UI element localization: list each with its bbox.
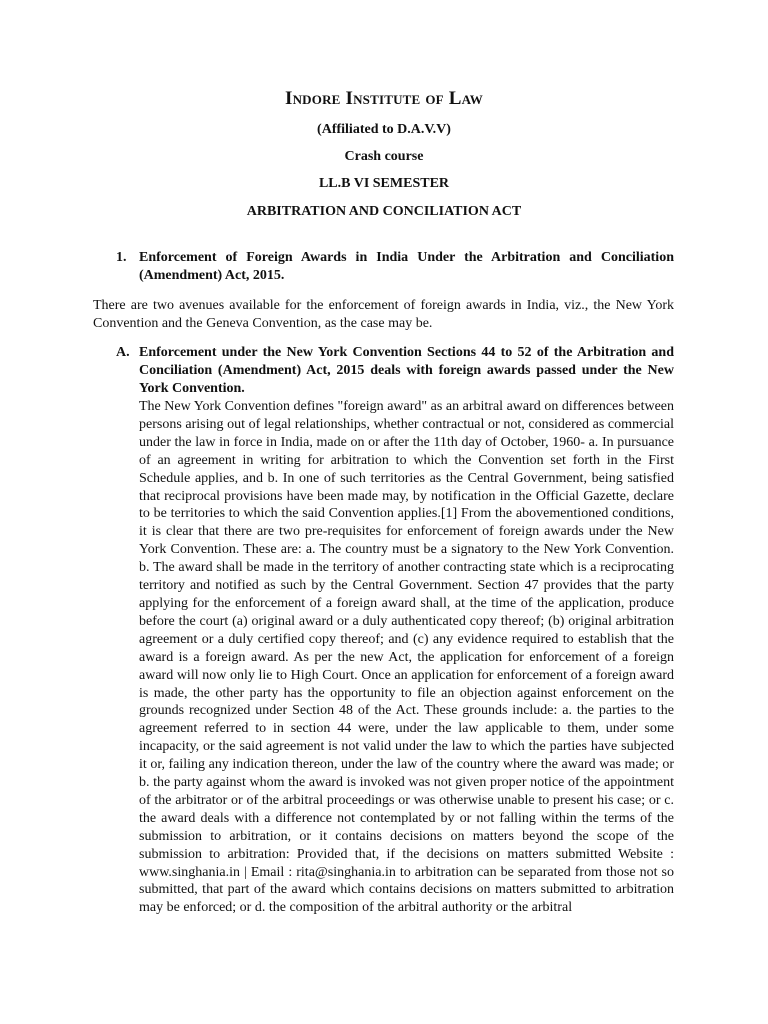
section-1-number: 1. <box>116 250 127 265</box>
semester-line: LL.B VI SEMESTER <box>318 176 450 191</box>
subject-title: ARBITRATION AND CONCILIATION ACT <box>246 204 522 219</box>
section-a-heading: Enforcement under the New York Convention Sections 44 to 52 of the Arbitration and Conciliation (Amendment) Act, 2015 deals with foreign awards passed under the New York Convention. <box>139 345 674 396</box>
section-a-body: The New York Convention defines "foreign award" as an arbitral award on differences between persons arising out of legal relationships, whether contractual or not, considered as commercial under the law in force in India, made on or after the 11th day of October, 1960- a. In pursuance of an agreement in writing for arbitration to which the Convention set forth in the First Schedule applies, and b. In one of such territories as the Central Government, being satisfied that reciprocal provisions have been made may, by notification in the Official Gazette, declare to be territories to which the said Convention applies.[1] From the abovementioned conditions, it is clear that there are two pre-requisites for enforcement of foreign awards under the New York Convention. These are: a. The country must be a signatory to the New York Convention. b. The award shall be made in the territory of another contracting state which is a reciprocating territory and notified as such by the Central Government. Section 47 provides that the party applying for the enforcement of a foreign award shall, at the time of the application, produce before the court (a) original award or a duly authenticated copy thereof; (b) original arbitration agreement or a duly certified copy thereof; and (c) any evidence required to establish that the award is a foreign award. As per the new Act, the application for enforcement of a foreign award will now only lie to High Court. Once an application for enforcement of a foreign award is made, the other party has the opportunity to file an objection against enforcement on the grounds recognized under Section 48 of the Act. These grounds include: a. the parties to the agreement referred to in section 44 were, under the law applicable to them, under some incapacity, or the said agreement is not valid under the law to which the parties have subjected it or, failing any indication thereon, under the law of the country where the award was made; or b. the party against whom the award is invoked was not given proper notice of the appointment of the arbitrator or of the arbitral proceedings or was otherwise unable to present his case; or c. the award deals with a difference not contemplated by or not falling within the terms of the submission to arbitration, or it contains decisions on matters beyond the scope of the submission to arbitration: Provided that, if the decisions on matters submitted Website : www.singhania.in | Email : rita@singhania.in to arbitration can be separated from those not so submitted, that part of the award which contains decisions on matters submitted to arbitration may be enforced; or d. the composition of the arbitral authority or the arbitral <box>139 399 674 916</box>
affiliation-line: (Affiliated to D.A.V.V) <box>317 122 451 137</box>
section-a-marker: A. <box>116 345 130 360</box>
section-a <box>116 344 674 917</box>
section-1-title: Enforcement of Foreign Awards in India Under the Arbitration and Conciliation (Amendment) Act, 2015. <box>139 250 674 283</box>
course-line: Crash course <box>344 149 424 164</box>
section-1 <box>116 249 674 285</box>
institute-name: Indore Institute of Law <box>284 88 483 109</box>
intro-paragraph: There are two avenues available for the enforcement of foreign awards in India, viz., the New York Convention and the Geneva Convention, as the case may be. <box>93 298 674 331</box>
